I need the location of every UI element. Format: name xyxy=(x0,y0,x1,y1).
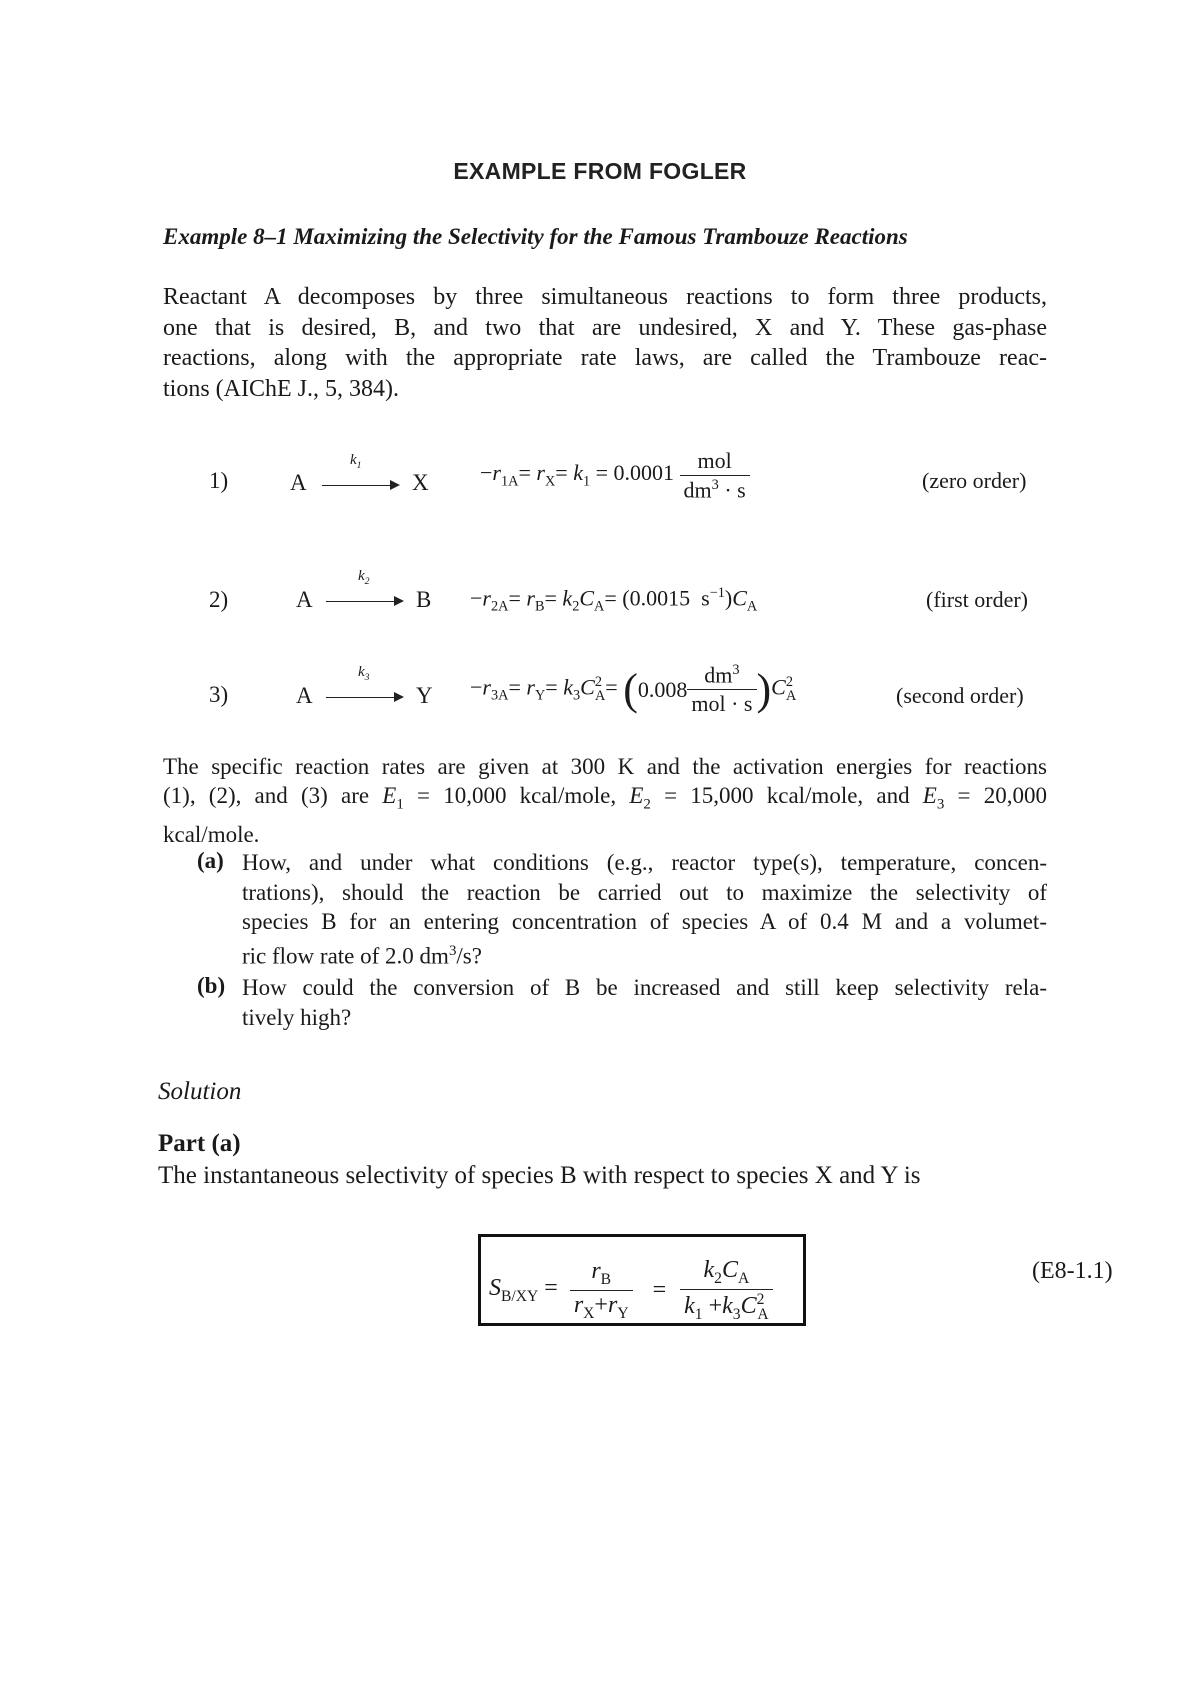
k3-units-numerator: $dm^3$ xyxy=(687,662,756,690)
reaction-2-rate-constant: $k_2$ xyxy=(358,568,370,587)
reaction-2-number: 2) xyxy=(209,587,229,612)
reaction-2-order: (first order) xyxy=(926,587,1029,612)
selectivity-intro: The instantaneous selectivity of species B with respect to species X and Y is xyxy=(158,1162,921,1189)
example-title: Example 8–1 Maximizing the Selectivity for the Famous Trambouze Reactions xyxy=(163,224,908,249)
k1-value: 0.0001 xyxy=(613,460,675,486)
reaction-3-reactant: A xyxy=(296,683,313,708)
selectivity-equation: $S_{B/XY}$ = $\frac{r_B}{r_X+r_Y}$ = $\frac{k_2C_A}{k_1 +k_3C^2_A}$ xyxy=(489,1257,773,1324)
reaction-3-order: (second order) xyxy=(896,683,1024,708)
intro-line: tions (AIChE J., 5, 384). xyxy=(163,375,399,402)
reaction-1-arrow xyxy=(322,485,398,486)
question-a-line: species B for an entering concentration of species A of 0.4 M and a volumet- xyxy=(242,909,1047,934)
activation-energy-paragraph xyxy=(163,752,1047,849)
solution-heading: Solution xyxy=(158,1078,242,1105)
question-b-label: (b) xyxy=(197,973,226,998)
question-a-line: ric flow rate of 2.0 $dm^3/s$? xyxy=(242,942,482,969)
energy-line: (1), (2), and (3) are $E_1 = 10,000$ kcal/mole, $E_2 = 15,000$ kcal/mole, and $E_3 = 20,000$ xyxy=(163,783,1047,813)
energy-line: kcal/mole. xyxy=(163,821,260,847)
question-a-line: How, and under what conditions (e.g., reactor type(s), temperature, concen- xyxy=(242,850,1047,875)
document-header: EXAMPLE FROM FOGLER xyxy=(453,158,747,184)
intro-paragraph xyxy=(163,282,1047,404)
reaction-3-rate-constant: $k_3$ xyxy=(358,664,370,683)
question-b-text xyxy=(242,973,1047,1032)
reaction-1-order: (zero order) xyxy=(922,468,1027,493)
reaction-2-arrow xyxy=(326,601,402,602)
selectivity-equation-box xyxy=(478,1234,806,1326)
intro-line: reactions, along with the appropriate rate laws, are called the Trambouze reac- xyxy=(163,345,1047,371)
equation-label: (E8-1.1) xyxy=(1032,1258,1113,1284)
k1-units-numerator: mol xyxy=(680,448,750,476)
question-b-line: How could the conversion of B be increased and still keep selectivity rela- xyxy=(242,975,1047,1000)
k2-value: 0.0015 xyxy=(629,585,691,611)
question-a-text xyxy=(242,848,1047,971)
reaction-3-rate-law: $-r_{3A}= r_Y= k_3C^2_A= (0.008$ $\frac{dm^3}{\text{mol · s}}$ )$C^2_A$ xyxy=(470,662,797,717)
reaction-2-rate-law: $-r_{2A}= r_B= k_2C_A= (0.0015$ $s^{-1})C_A$ xyxy=(470,585,758,615)
reaction-3-arrow xyxy=(326,697,402,698)
reaction-3-number: 3) xyxy=(209,682,229,707)
question-a-label: (a) xyxy=(197,848,224,873)
reaction-2-reactant: A xyxy=(296,587,313,612)
k3-value: 0.008 xyxy=(637,676,688,702)
k3-units-denominator: mol · s xyxy=(691,691,753,717)
k1-units-denominator: $dm^3 \cdot s$ xyxy=(683,477,746,503)
intro-line: Reactant A decomposes by three simultaneous reactions to form three products, xyxy=(163,284,1047,310)
intro-line: one that is desired, B, and two that are undesired, X and Y. These gas-phase xyxy=(163,314,1047,341)
question-b-line: tively high? xyxy=(242,1004,352,1030)
reaction-1-reactant: A xyxy=(290,470,307,495)
reaction-1-product: X xyxy=(412,470,429,495)
reaction-3-product: Y xyxy=(416,683,433,708)
reaction-1-number: 1) xyxy=(209,468,229,493)
question-a-line: trations), should the reaction be carried out to maximize the selectivity of xyxy=(242,879,1047,905)
part-a-heading: Part (a) xyxy=(158,1130,241,1157)
reaction-1-rate-constant: $k_1$ xyxy=(350,452,362,471)
reaction-2-product: B xyxy=(416,587,432,612)
energy-line: The specific reaction rates are given at 300 K and the activation energies for reactions xyxy=(163,754,1047,779)
reaction-1-rate-law: $-r_{1A}= r_X= k_1 = 0.0001$ $\frac{\text{mol}}{dm^3 \cdot s}$ xyxy=(480,448,750,503)
